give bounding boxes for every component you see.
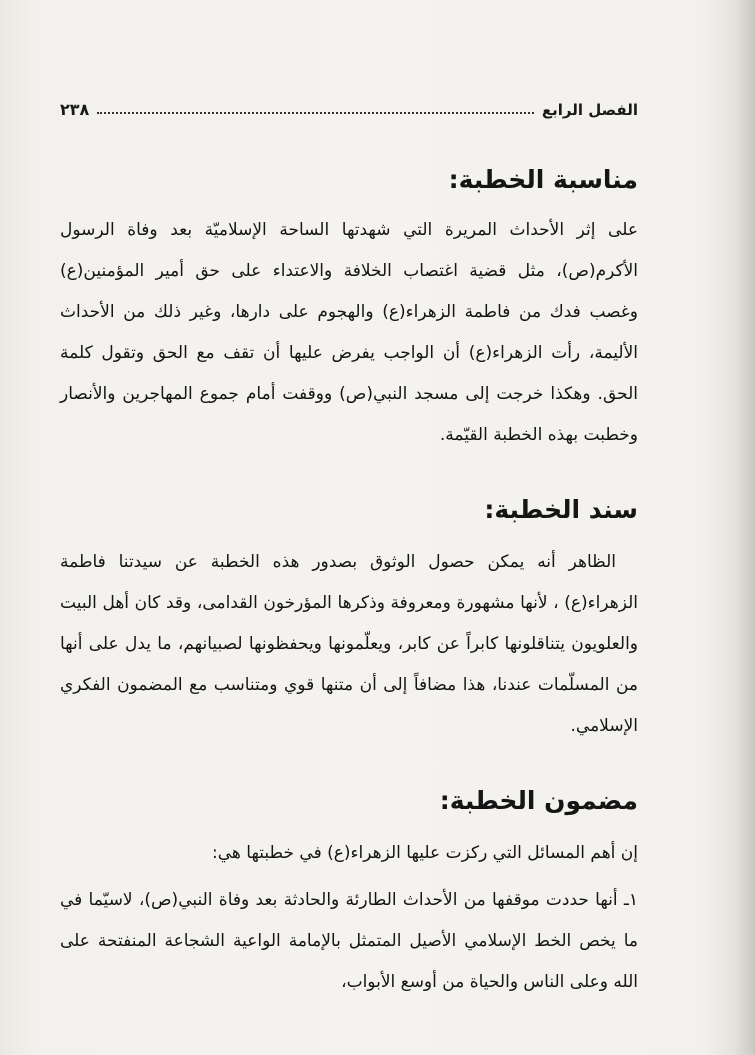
book-spine-shadow: [733, 0, 755, 1055]
leader-dots: [97, 112, 534, 114]
paragraph-point-1: ١ـ أنها حددت موقفها من الأحداث الطارئة والحادثة بعد وفاة النبي(ص)، لاسيّما في ما يخص الخط الإسلامي الأصيل المتمثل بالإمامة الواعية الشجاعة المنفتحة على الله وعلى الناس والحياة من أوسع الأبواب،: [60, 890, 638, 992]
running-header: [60, 93, 638, 119]
paragraph-intro: إن أهم المسائل التي ركزت عليها الزهراء(ع) في خطبتها هي:: [212, 843, 638, 863]
section-heading-occasion: مناسبة الخطبة:: [448, 165, 638, 194]
paragraph-occasion: على إثر الأحداث المريرة التي شهدتها الساحة الإسلاميّة بعد وفاة الرسول الأكرم(ص)، مثل قضية اغتصاب الخلافة والاعتداء على حق أمير المؤمنين(ع) وغصب فدك من فاطمة الزهراء(ع) والهجوم على دارها، وغير ذلك من الأحداث الأليمة، رأت الزهراء(ع) أن الواجب يفرض عليها أن تقف مع الحق وتقول كلمة الحق. وهكذا خرجت إلى مسجد النبي(ص) ووقفت أمام جموع المهاجرين والأنصار وخطبت بهذه الخطبة القيّمة.: [60, 220, 638, 445]
paragraph-chain: الظاهر أنه يمكن حصول الوثوق بصدور هذه الخطبة عن سيدتنا فاطمة الزهراء(ع) ، لأنها مشهورة ومعروفة وذكرها المؤرخون القدامى، وقد كان أهل البيت والعلويون يتناقلونها كابراً عن كابر، ويعلّمونها ويحفظونها لصبيانهم، ما يدل على أنها من المسلّمات عندنا، هذا مضافاً إلى أن متنها قوي ومتناسب مع المضمون الفكري الإسلامي.: [60, 552, 638, 736]
page-body: [60, 160, 638, 1003]
section-heading-content: مضمون الخطبة:: [439, 786, 638, 815]
chapter-title: الفصل الرابع: [541, 101, 638, 119]
section-heading-chain: سند الخطبة:: [484, 495, 638, 524]
page-number: ٢٣٨: [60, 100, 90, 119]
